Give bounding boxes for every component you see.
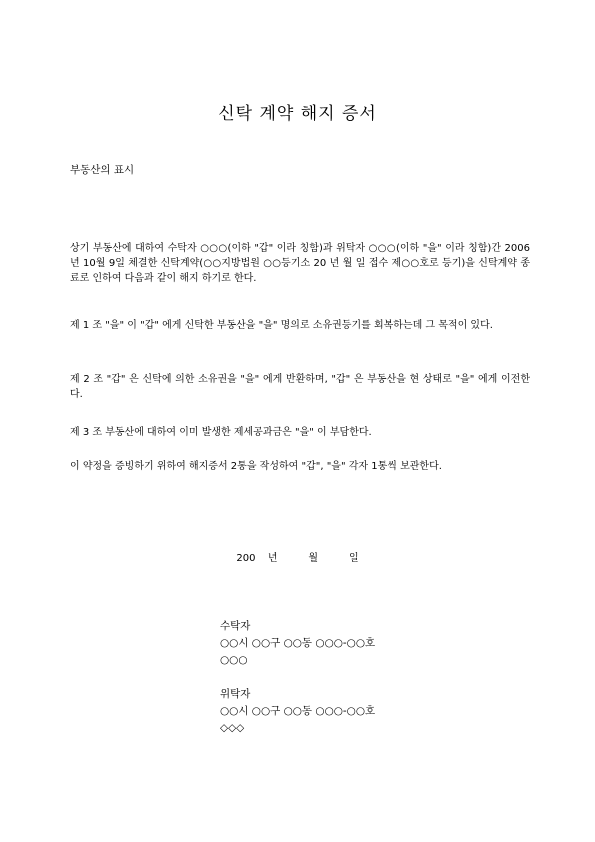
trustor-name: ◇◇◇	[220, 722, 245, 734]
trustee-block	[220, 618, 375, 669]
article-3: 제 3 조 부동산에 대하여 이미 발생한 제세공과금은 "을" 이 부담한다.	[70, 427, 372, 438]
closing-paragraph: 이 약정을 증빙하기 위하여 해지증서 2통을 작성하여 "갑", "을" 각자 1통씩 보관한다.	[70, 461, 442, 472]
date-line: 200 년 월 일	[236, 553, 359, 564]
trustee-role: 수탁자	[220, 620, 251, 632]
property-label: 부동산의 표시	[70, 164, 135, 176]
document-title: 신탁 계약 해지 증서	[218, 104, 377, 124]
trustor-address: ○○시 ○○구 ○○동 ○○○-○○호	[220, 705, 376, 717]
trustor-block	[220, 686, 375, 737]
trustor-role: 위탁자	[220, 688, 251, 700]
trustee-name: ○○○	[220, 654, 248, 666]
article-1: 제 1 조 "을" 이 "갑" 에게 신탁한 부동산을 "을" 명의로 소유권등기를 회복하는데 그 목적이 있다.	[70, 320, 493, 331]
trustee-address: ○○시 ○○구 ○○동 ○○○-○○호	[220, 637, 376, 649]
intro-paragraph: 상기 부동산에 대하여 수탁자 ○○○(이하 "갑" 이라 칭함)과 위탁자 ○○○(이하 "을" 이라 칭함)간 2006년 10월 9일 체결한 신탁계약(○○지방법원 ○○등기소 20 년 월 일 접수 제○○호로 등기)을 신탁계약 종료로 인하여 다음과 같이 해지 하기로 한다.	[70, 243, 530, 284]
article-2: 제 2 조 "갑" 은 신탁에 의한 소유권을 "을" 에게 반환하며, "갑" 은 부동산을 현 상태로 "을" 에게 이전한다.	[70, 374, 530, 400]
